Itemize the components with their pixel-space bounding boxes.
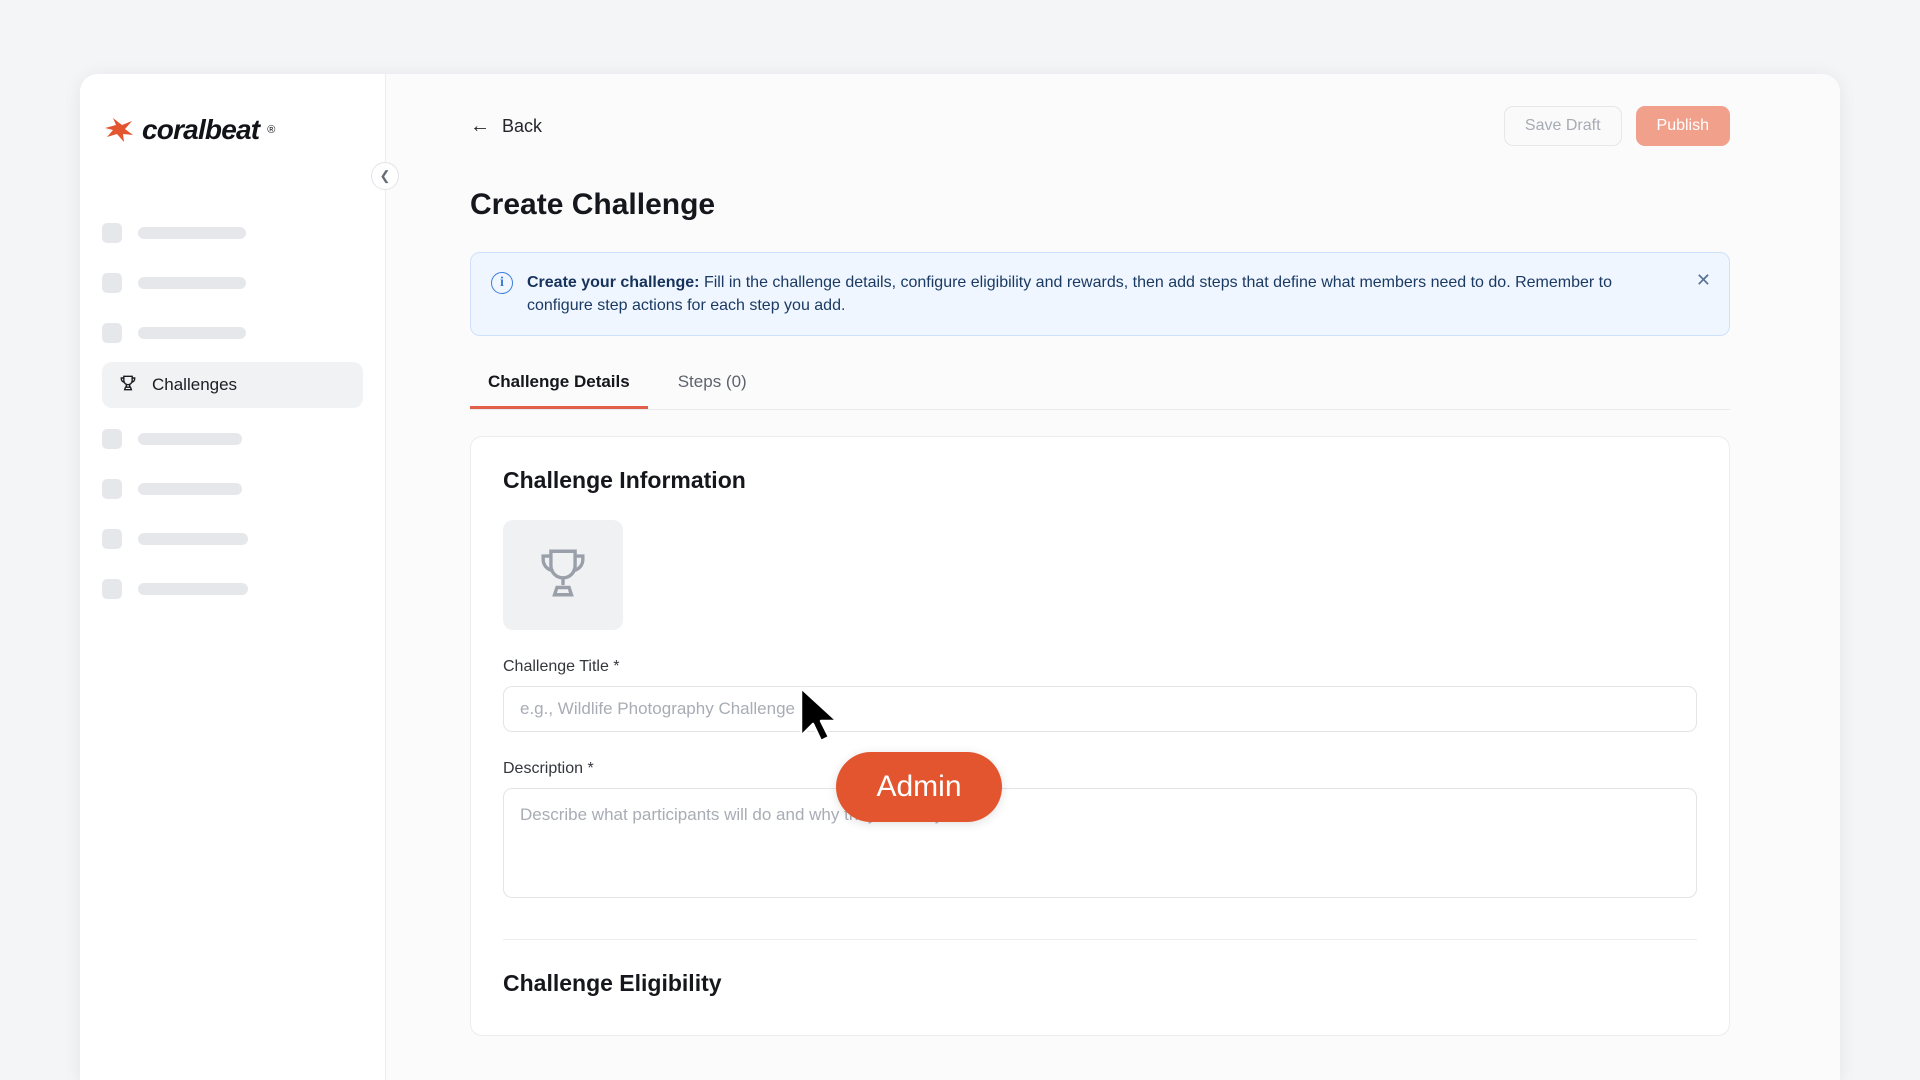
challenge-title-input[interactable] — [503, 686, 1697, 732]
sidebar-item-placeholder[interactable] — [102, 414, 363, 464]
placeholder-icon — [102, 323, 122, 343]
back-button[interactable] — [470, 116, 542, 137]
description-label: Description * — [503, 760, 594, 778]
main-content — [386, 74, 1840, 1080]
placeholder-label — [138, 533, 248, 545]
trophy-icon — [118, 373, 138, 398]
placeholder-label — [138, 327, 246, 339]
banner-body: Fill in the challenge details, configure eligibility and rewards, then add steps that define what members need to do. Remember to configure step actions for each step you add. — [527, 274, 1613, 315]
sidebar — [80, 74, 391, 1080]
tab-bar — [470, 364, 1730, 410]
card-title: Challenge Information — [503, 467, 746, 494]
admin-cursor-badge: Admin — [836, 752, 1002, 822]
back-label: Back — [502, 115, 543, 136]
sidebar-collapse-button[interactable] — [371, 162, 399, 190]
info-icon: i — [491, 272, 513, 294]
tab-challenge-details[interactable]: Challenge Details — [470, 364, 648, 409]
brand-registered: ® — [267, 124, 276, 136]
placeholder-label — [138, 277, 246, 289]
placeholder-icon — [102, 579, 122, 599]
sidebar-nav — [80, 208, 385, 614]
placeholder-label — [138, 433, 242, 445]
challenge-eligibility-title: Challenge Eligibility — [503, 970, 722, 997]
sidebar-item-placeholder[interactable] — [102, 308, 363, 358]
placeholder-label — [138, 583, 248, 595]
publish-button[interactable]: Publish — [1636, 106, 1730, 146]
sidebar-item-challenges[interactable] — [102, 362, 363, 408]
placeholder-icon — [102, 479, 122, 499]
placeholder-icon — [102, 429, 122, 449]
placeholder-icon — [102, 273, 122, 293]
sidebar-item-placeholder[interactable] — [102, 564, 363, 614]
top-actions — [1504, 106, 1730, 146]
banner-strong: Create your challenge: — [527, 274, 700, 292]
brand-logo[interactable] — [80, 100, 385, 146]
close-icon[interactable]: ✕ — [1695, 270, 1711, 291]
sidebar-item-placeholder[interactable] — [102, 464, 363, 514]
challenge-image-upload[interactable] — [503, 520, 623, 630]
page-title: Create Challenge — [470, 188, 716, 222]
placeholder-icon — [102, 529, 122, 549]
section-divider — [503, 939, 1697, 940]
info-banner — [470, 252, 1730, 336]
challenge-title-label: Challenge Title * — [503, 658, 620, 676]
trophy-icon — [534, 544, 592, 607]
arrow-left-icon: ← — [470, 115, 490, 137]
chevron-left-icon: ❮ — [379, 168, 391, 183]
tab-steps[interactable]: Steps (0) — [677, 372, 747, 392]
top-bar — [386, 74, 1840, 146]
placeholder-icon — [102, 223, 122, 243]
sidebar-item-placeholder[interactable] — [102, 208, 363, 258]
save-draft-button[interactable]: Save Draft — [1504, 106, 1622, 146]
description-textarea[interactable] — [503, 788, 1697, 898]
app-window — [80, 74, 1840, 1080]
coralbeat-logo-icon — [104, 117, 134, 143]
brand-name: coralbeat — [142, 114, 260, 145]
banner-text — [527, 271, 1647, 317]
placeholder-label — [138, 483, 242, 495]
challenge-information-card — [470, 436, 1730, 1036]
sidebar-item-label: Challenges — [152, 375, 238, 394]
placeholder-label — [138, 227, 246, 239]
sidebar-item-placeholder[interactable] — [102, 258, 363, 308]
sidebar-item-placeholder[interactable] — [102, 514, 363, 564]
